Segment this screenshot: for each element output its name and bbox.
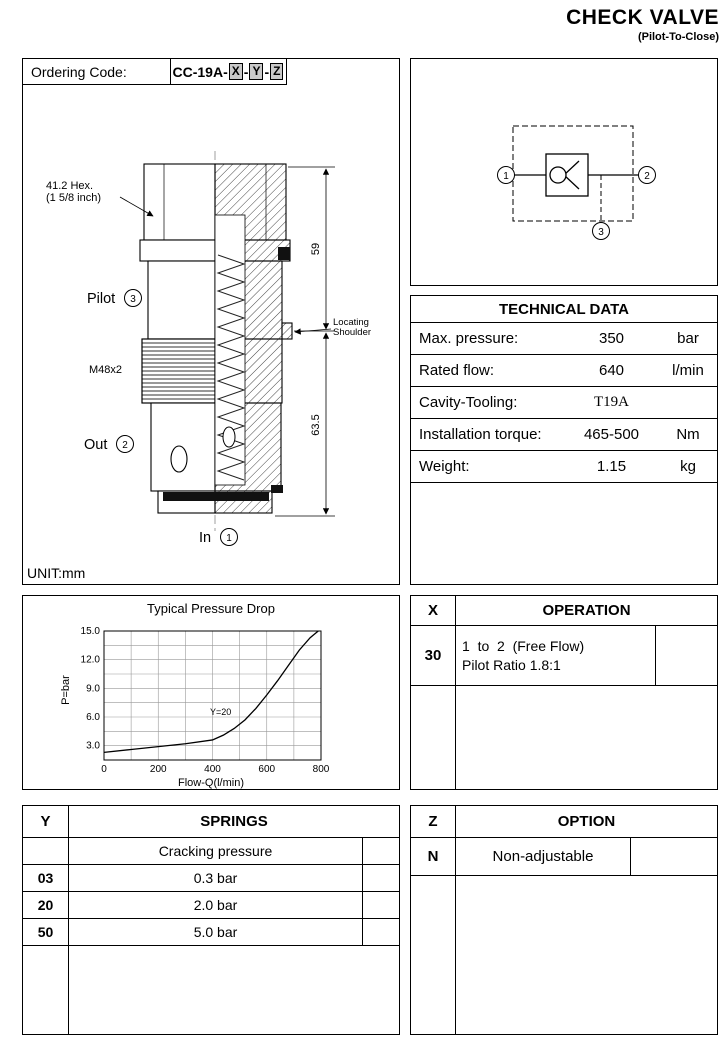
check-ball-symbol xyxy=(550,167,566,183)
svg-text:0: 0 xyxy=(101,764,107,775)
svg-text:6.0: 6.0 xyxy=(86,712,100,723)
option-code-column-header: Z xyxy=(411,806,456,837)
spring-code: 20 xyxy=(23,892,69,918)
svg-text:200: 200 xyxy=(149,764,167,775)
tech-label: Max. pressure: xyxy=(419,330,519,347)
svg-text:400: 400 xyxy=(204,764,221,775)
spring-value: 0.3 bar xyxy=(69,865,363,891)
operation-title: OPERATION xyxy=(542,602,631,619)
springs-row-spacer xyxy=(363,919,399,945)
tech-value: 465-500 xyxy=(583,426,640,443)
operation-row-code: 30 xyxy=(411,626,456,685)
unit-note: UNIT:mm xyxy=(27,565,86,581)
operation-code-column-rule xyxy=(411,686,456,789)
thread-size-label: M48x2 xyxy=(89,364,123,376)
ordering-code-label: Ordering Code: xyxy=(23,59,171,85)
spring-value: 5.0 bar xyxy=(69,919,363,945)
table-row xyxy=(23,892,399,919)
tech-label: Weight: xyxy=(419,458,470,475)
springs-panel xyxy=(22,805,400,1035)
svg-text:15.0: 15.0 xyxy=(80,626,100,637)
springs-code-column-header: Y xyxy=(23,806,69,837)
dim-63-5-label: 63.5 xyxy=(310,414,322,436)
option-title: OPTION xyxy=(557,813,616,830)
springs-row-spacer xyxy=(363,865,399,891)
ordering-code-z: Z xyxy=(270,63,283,80)
option-empty-area xyxy=(411,876,717,1034)
svg-text:800: 800 xyxy=(312,764,330,775)
ordering-code-value xyxy=(171,59,287,85)
tech-unit: l/min xyxy=(672,362,704,379)
page-title: CHECK VALVE xyxy=(566,6,719,29)
symbol-port1-number: 1 xyxy=(503,171,509,182)
operation-row-spacer xyxy=(656,626,717,685)
tech-value: 350 xyxy=(598,330,625,347)
svg-text:12.0: 12.0 xyxy=(80,654,100,666)
springs-row-spacer xyxy=(363,838,399,864)
springs-title: SPRINGS xyxy=(200,813,268,830)
table-row xyxy=(411,387,717,419)
out-port-number: 2 xyxy=(122,440,128,451)
hex-label-line2: (1 5/8 inch) xyxy=(46,192,102,204)
tech-value: T19A xyxy=(594,394,629,410)
table-row xyxy=(411,451,717,483)
table-row xyxy=(411,355,717,387)
technical-data-panel xyxy=(410,295,718,585)
pressure-drop-chart xyxy=(23,596,401,791)
pressure-drop-panel xyxy=(22,595,400,790)
operation-desc-line1: 1 to 2 (Free Flow) xyxy=(462,638,585,655)
tech-label: Installation torque: xyxy=(419,426,542,443)
ordering-code-sep2: - xyxy=(264,63,270,80)
locating-shoulder-label-line1: Locating xyxy=(333,317,369,328)
svg-text:600: 600 xyxy=(258,764,276,775)
tech-unit: bar xyxy=(677,330,699,347)
option-panel xyxy=(410,805,718,1035)
ordering-code-y: Y xyxy=(249,63,263,80)
pilot-port-number: 3 xyxy=(130,294,136,305)
chart-title: Typical Pressure Drop xyxy=(147,601,275,616)
operation-code-column-header: X xyxy=(411,596,456,625)
springs-subheader-code-cell xyxy=(23,838,69,864)
page-subtitle: (Pilot-To-Close) xyxy=(637,31,719,43)
svg-text:9.0: 9.0 xyxy=(86,683,100,695)
tech-label: Rated flow: xyxy=(419,362,495,379)
spring-code: 03 xyxy=(23,865,69,891)
springs-header-row xyxy=(23,806,399,838)
drawing-panel xyxy=(22,58,400,585)
in-port-number: 1 xyxy=(226,533,232,544)
ordering-code-x: X xyxy=(229,63,243,80)
springs-empty-area xyxy=(23,946,399,1034)
tech-value: 640 xyxy=(598,362,625,379)
spring-code: 50 xyxy=(23,919,69,945)
ordering-code-prefix: CC-19A- xyxy=(172,63,228,80)
table-row xyxy=(411,419,717,451)
chart-x-axis-label: Flow-Q(l/min) xyxy=(178,777,244,789)
hydraulic-symbol xyxy=(411,59,717,285)
table-row xyxy=(23,865,399,892)
option-header-row xyxy=(411,806,717,838)
spring-value: 2.0 bar xyxy=(69,892,363,918)
symbol-port3-number: 3 xyxy=(598,227,604,238)
valve-cross-section-drawing xyxy=(23,85,401,559)
operation-desc-line2: Pilot Ratio 1.8:1 xyxy=(462,656,561,673)
locating-shoulder-label-line2: Shoulder xyxy=(333,327,372,338)
symbol-panel xyxy=(410,58,718,286)
operation-panel xyxy=(410,595,718,790)
svg-text:3.0: 3.0 xyxy=(86,740,100,752)
table-row xyxy=(23,919,399,946)
tech-unit: Nm xyxy=(676,426,700,443)
hex-label-line1: 41.2 Hex. xyxy=(46,180,94,192)
tech-value: 1.15 xyxy=(596,458,627,475)
table-row xyxy=(411,323,717,355)
dim-59-label: 59 xyxy=(310,242,322,256)
option-row-spacer xyxy=(631,838,717,875)
ordering-code-sep1: - xyxy=(243,63,249,80)
svg-text:Y=20: Y=20 xyxy=(209,707,232,718)
springs-code-column-rule xyxy=(23,946,69,1034)
chart-y-axis-label: P=bar xyxy=(59,675,72,705)
tech-unit: kg xyxy=(680,458,696,475)
option-row-code: N xyxy=(411,838,456,875)
pilot-label: Pilot xyxy=(87,291,116,307)
symbol-port2-number: 2 xyxy=(644,171,650,182)
operation-header-row xyxy=(411,596,717,626)
operation-empty-area xyxy=(411,686,717,789)
option-row-value: Non-adjustable xyxy=(456,838,631,875)
ordering-code-row xyxy=(23,59,287,85)
option-code-column-rule xyxy=(411,876,456,1034)
in-label: In xyxy=(199,530,212,546)
out-label: Out xyxy=(84,437,108,453)
springs-row-spacer xyxy=(363,892,399,918)
table-row xyxy=(411,626,717,686)
tech-label: Cavity-Tooling: xyxy=(419,394,518,411)
technical-data-title: TECHNICAL DATA xyxy=(411,296,717,323)
table-row xyxy=(411,838,717,876)
springs-subheader-row xyxy=(23,838,399,865)
operation-row-description xyxy=(456,626,656,685)
springs-subheader: Cracking pressure xyxy=(69,838,363,864)
